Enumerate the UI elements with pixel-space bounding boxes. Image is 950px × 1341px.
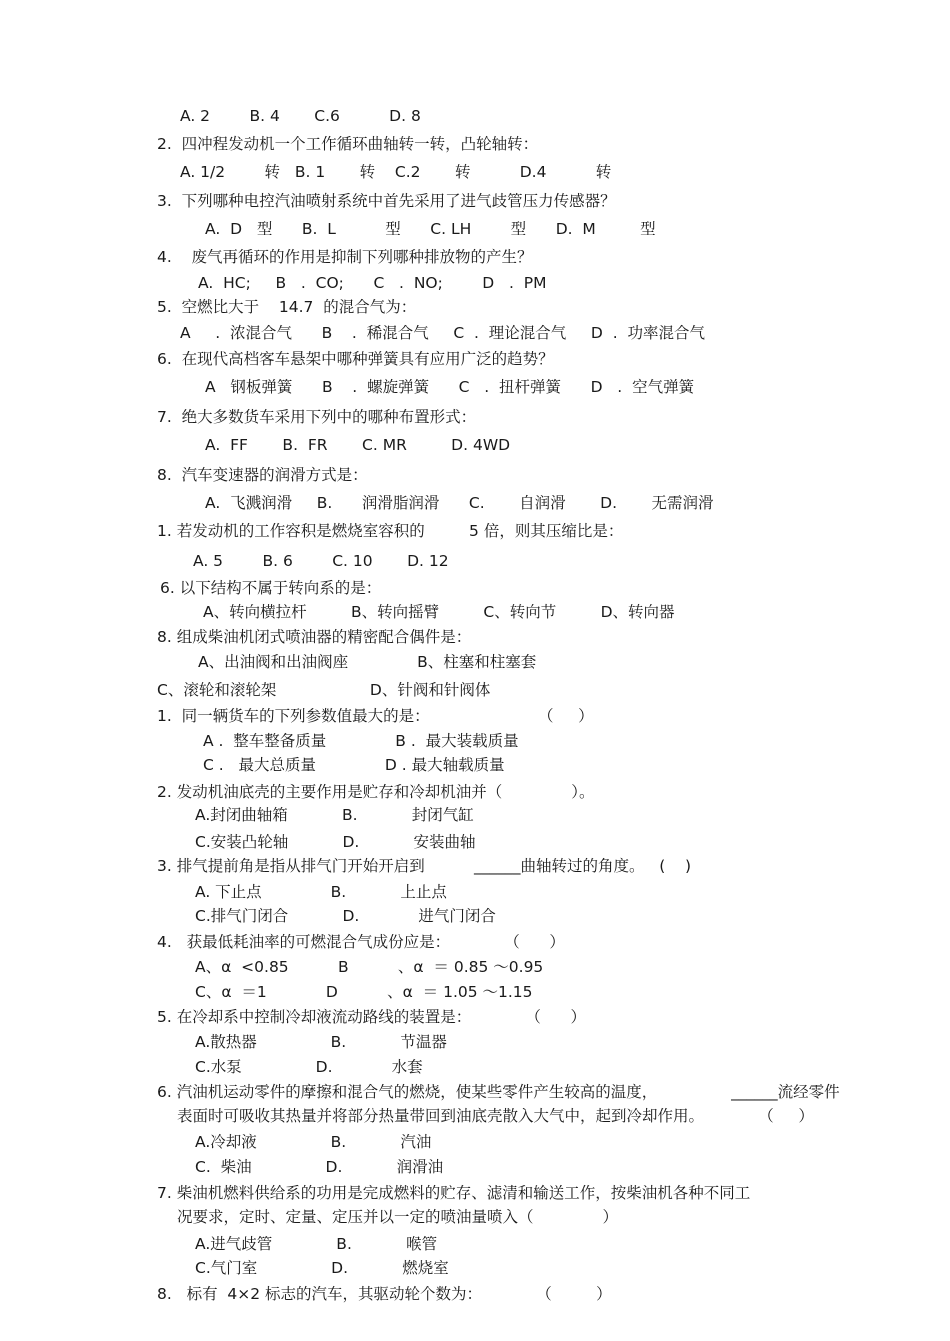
- text-line: 表面时可吸收其热量并将部分热量带回到油底壳散入大气中，起到冷却作用。 （ ）: [177, 1107, 814, 1125]
- text-line: C. 柴油 D. 润滑油: [195, 1158, 444, 1176]
- question-line: 8. 汽车变速器的润滑方式是：: [157, 466, 368, 484]
- text-line: A . 整车整备质量 B . 最大装载质量: [203, 732, 519, 750]
- question-line: 6. 以下结构不属于转向系的是：: [160, 579, 382, 597]
- text-line: A.冷却液 B. 汽油: [195, 1133, 432, 1151]
- text-line: A.进气歧管 B. 喉管: [195, 1235, 438, 1253]
- question-line: 6. 在现代高档客车悬架中哪种弹簧具有应用广泛的趋势？: [157, 350, 554, 368]
- question-line: 8. 组成柴油机闭式喷油器的精密配合偶件是：: [157, 628, 472, 646]
- question-line: 7. 绝大多数货车采用下列中的哪种布置形式：: [157, 408, 477, 426]
- text-line: C.安装凸轮轴 D. 安装曲轴: [195, 833, 476, 851]
- question-line: 5. 空燃比大于 14.7 的混合气为：: [157, 298, 417, 316]
- question-line: 8. 标有 4×2 标志的汽车，其驱动轮个数为： （ ）: [157, 1285, 612, 1303]
- text-line: A. 下止点 B. 上止点: [195, 883, 447, 901]
- text-line: 况要求，定时、定量、定压并以一定的喷油量喷入（ ）: [177, 1208, 618, 1226]
- text-line: A 钢板弹簧 B . 螺旋弹簧 C . 扭杆弹簧 D . 空气弹簧: [205, 378, 695, 396]
- question-line: 3. 下列哪种电控汽油喷射系统中首先采用了进气歧管压力传感器？: [157, 192, 616, 210]
- text-line: A、α <0.85 B 、α ＝ 0.85 ～0.95: [195, 958, 544, 976]
- text-line: A. FF B. FR C. MR D. 4WD: [205, 436, 511, 454]
- question-line: 6. 汽油机运动零件的摩擦和混合气的燃烧，使某些零件产生较高的温度， ______流经零件: [157, 1083, 840, 1101]
- text-line: C.排气门闭合 D. 进气门闭合: [195, 907, 496, 925]
- question-line: 1. 若发动机的工作容积是燃烧室容积的 5 倍，则其压缩比是：: [157, 522, 624, 540]
- text-line: C.气门室 D. 燃烧室: [195, 1259, 449, 1277]
- text-line: A. 5 B. 6 C. 10 D. 12: [193, 552, 449, 570]
- question-line: 2. 发动机油底壳的主要作用是贮存和冷却机油并（ ）。: [157, 783, 595, 801]
- text-line: C . 最大总质量 D . 最大轴载质量: [203, 756, 505, 774]
- question-line: 2. 四冲程发动机一个工作循环曲轴转一转，凸轮轴转：: [157, 135, 539, 153]
- question-line: 4. 获最低耗油率的可燃混合气成份应是： （ ）: [157, 933, 565, 951]
- text-line: C、α ＝1 D 、α ＝ 1.05 ～1.15: [195, 983, 533, 1001]
- text-line: A.封闭曲轴箱 B. 封闭气缸: [195, 806, 474, 824]
- question-line: 4. 废气再循环的作用是抑制下列哪种排放物的产生？: [157, 248, 533, 266]
- text-line: A. 飞溅润滑 B. 润滑脂润滑 C. 自润滑 D. 无需润滑: [205, 494, 714, 512]
- text-line: C、滚轮和滚轮架 D、针阀和针阀体: [157, 681, 491, 699]
- text-line: A、转向横拉杆 B、转向摇臂 C、转向节 D、转向器: [203, 603, 675, 621]
- question-line: 1. 同一辆货车的下列参数值最大的是： （ ）: [157, 707, 594, 725]
- text-line: A . 浓混合气 B . 稀混合气 C . 理论混合气 D . 功率混合气: [180, 324, 706, 342]
- text-line: A. HC; B . CO; C . NO; D . PM: [198, 274, 547, 292]
- question-line: 3. 排气提前角是指从排气门开始开启到 ______曲轴转过的角度。 ( ): [157, 857, 692, 875]
- text-line: A、出油阀和出油阀座 B、柱塞和柱塞套: [198, 653, 537, 671]
- text-line: C.水泵 D. 水套: [195, 1058, 423, 1076]
- question-line: 7. 柴油机燃料供给系的功用是完成燃料的贮存、滤清和输送工作，按柴油机各种不同工: [157, 1184, 751, 1202]
- question-line: 5. 在冷却系中控制冷却液流动路线的装置是： （ ）: [157, 1008, 586, 1026]
- text-line: A. 1/2 转 B. 1 转 C.2 转 D.4 转: [180, 163, 612, 181]
- text-line: A. D 型 B. L 型 C. LH 型 D. M 型: [205, 220, 656, 238]
- text-line: A.散热器 B. 节温器: [195, 1033, 447, 1051]
- text-line: A. 2 B. 4 C.6 D. 8: [180, 107, 421, 125]
